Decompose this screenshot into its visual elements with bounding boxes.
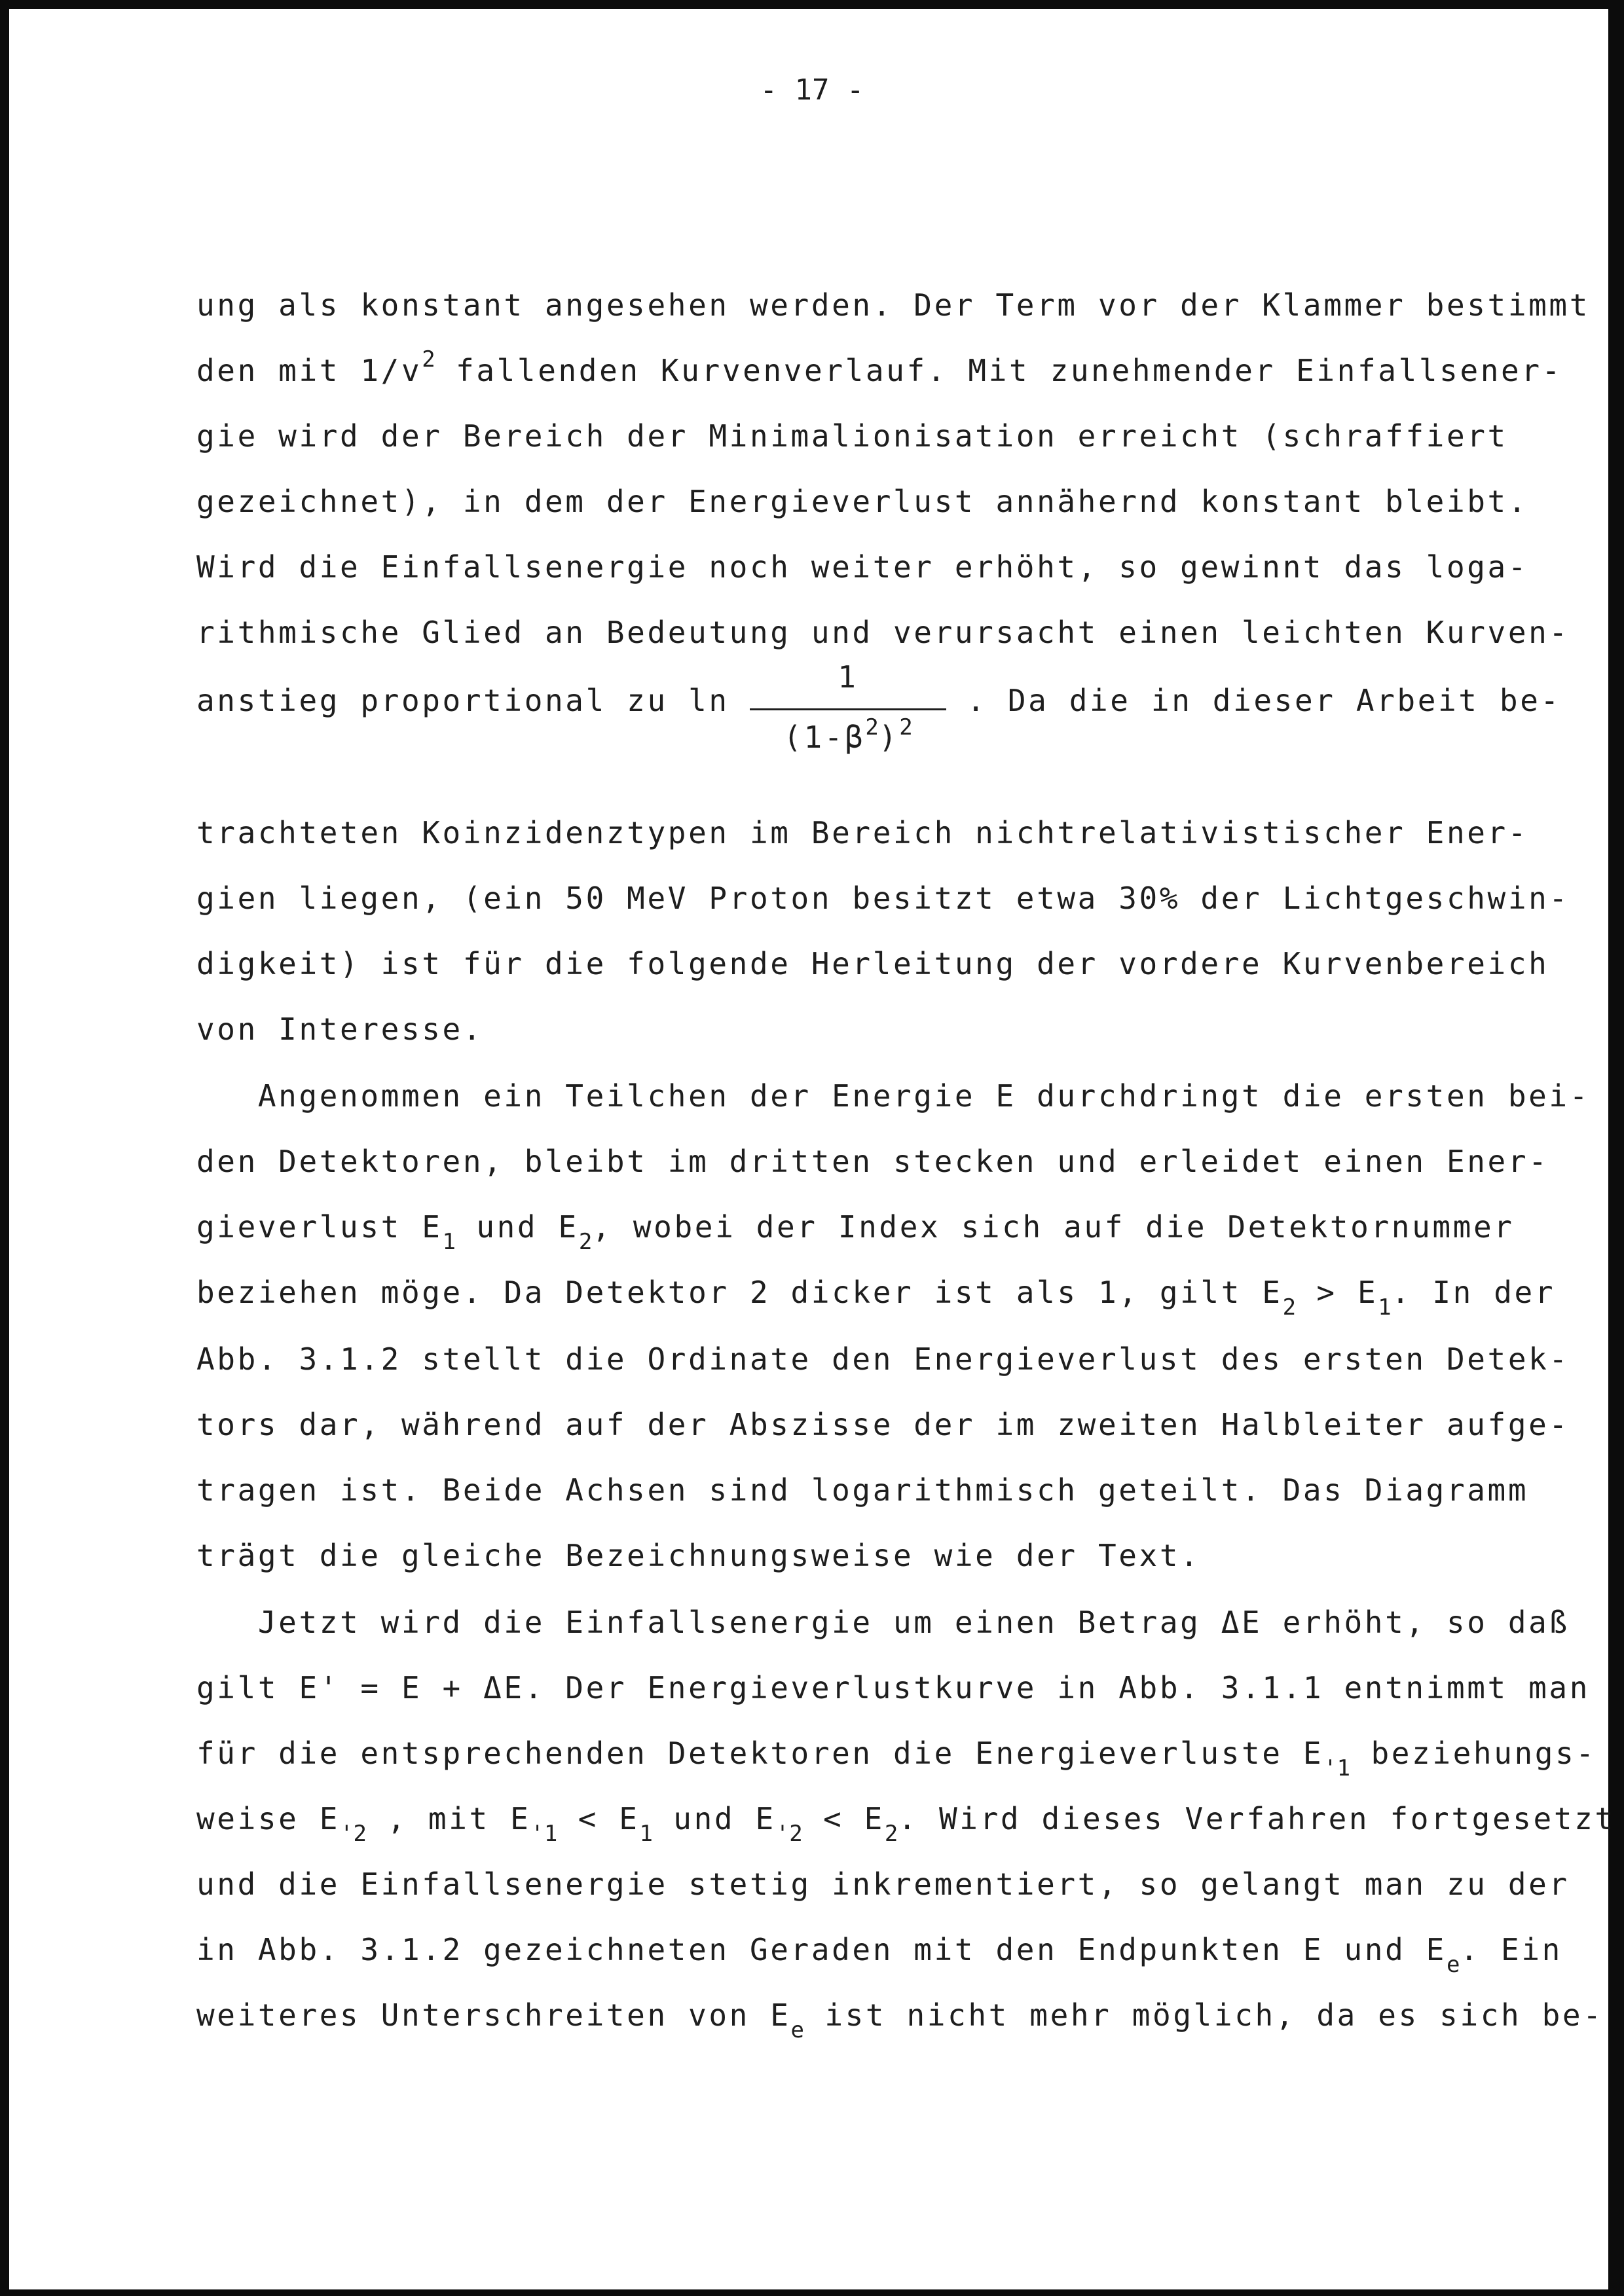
text-line: gie wird der Bereich der Minimalionisation erreicht (schraffiert xyxy=(196,418,1508,454)
scan-border-bottom xyxy=(0,2289,1624,2296)
text-line: Abb. 3.1.2 stellt die Ordinate den Energieverlust des ersten Detek- xyxy=(196,1341,1570,1377)
fraction-numerator: 1 xyxy=(838,659,858,695)
subscript: e xyxy=(790,2017,805,2043)
subscript: 1 xyxy=(442,1229,456,1255)
text-line: trachteten Koinzidenztypen im Bereich nichtrelativistischer Ener- xyxy=(196,815,1529,850)
subscript: '1 xyxy=(1323,1755,1351,1781)
subscript: 1 xyxy=(639,1821,653,1847)
text-line: tragen ist. Beide Achsen sind logarithmisch geteilt. Das Diagramm xyxy=(196,1472,1529,1508)
text-line: weiteres Unterschreiten von $E_e$ ist nicht mehr möglich, da es sich be- xyxy=(196,1997,1604,2043)
text-line: digkeit) ist für die folgende Herleitung der vordere Kurvenbereich xyxy=(196,946,1549,981)
text-line: gieverlust $E_1$ und $E_2$, wobei der Index sich auf die Detektornummer xyxy=(196,1209,1515,1255)
text-line: in Abb. 3.1.2 gezeichneten Geraden mit den Endpunkten E und $E_e$. Ein xyxy=(196,1932,1562,1978)
subscript: 1 xyxy=(1378,1294,1392,1321)
page-number: - 17 - xyxy=(760,73,864,107)
scan-border-right xyxy=(1608,0,1624,2296)
subscript: '1 xyxy=(530,1821,558,1847)
text-line: Jetzt wird die Einfallsenergie um einen Betrag ΔE erhöht, so daß xyxy=(196,1605,1570,1640)
scan-border-left xyxy=(0,0,9,2296)
text-line: den mit $1/v^2$ fallenden Kurvenverlauf. Mit zunehmender Einfallsener- xyxy=(196,346,1562,388)
scan-border-top xyxy=(0,0,1624,9)
fraction-bar xyxy=(750,708,946,710)
superscript: 2 xyxy=(422,346,435,373)
fraction-formula xyxy=(750,659,946,755)
subscript: 2 xyxy=(884,1821,898,1847)
text-line: beziehen möge. Da Detektor 2 dicker ist als 1, gilt $E_2 > E_1$. In der xyxy=(196,1275,1556,1321)
text-line: gezeichnet), in dem der Energieverlust annähernd konstant bleibt. xyxy=(196,484,1529,519)
text-line: anstieg proportional zu ln $\frac{1}{(1-\beta^2)^2}$ . Da die in dieser Arbeit be- xyxy=(196,680,1561,721)
text-line: und die Einfallsenergie stetig inkrementiert, so gelangt man zu der xyxy=(196,1867,1570,1902)
subscript: 2 xyxy=(578,1229,593,1255)
text-line: rithmische Glied an Bedeutung und verursacht einen leichten Kurven- xyxy=(196,615,1570,650)
text-line: gien liegen, (ein 50 MeV Proton besitzt etwa 30% der Lichtgeschwin- xyxy=(196,881,1570,916)
text-line: weise $E_{'2}$ , mit $E_{'1} < E_1$ und $E_{'2} < E_2$. Wird dieses Verfahren fortgesetzt xyxy=(196,1801,1615,1847)
subscript: '2 xyxy=(775,1821,803,1847)
text-line: von Interesse. xyxy=(196,1011,484,1047)
subscript: '2 xyxy=(340,1821,367,1847)
text-line: Wird die Einfallsenergie noch weiter erhöht, so gewinnt das loga- xyxy=(196,549,1529,585)
subscript: 2 xyxy=(1282,1294,1297,1321)
text-line: trägt die gleiche Bezeichnungsweise wie der Text. xyxy=(196,1538,1201,1573)
text-line: gilt E' = E + ΔE. Der Energieverlustkurve in Abb. 3.1.1 entnimmt man xyxy=(196,1670,1591,1705)
text-line: für die entsprechenden Detektoren die Energieverluste $E_{'1}$ beziehungs- xyxy=(196,1736,1596,1781)
text-line: tors dar, während auf der Abszisse der im zweiten Halbleiter aufge- xyxy=(196,1407,1570,1442)
subscript: e xyxy=(1446,1952,1460,1978)
text-line: ung als konstant angesehen werden. Der Term vor der Klammer bestimmt xyxy=(196,287,1591,323)
text-line: den Detektoren, bleibt im dritten stecken und erleidet einen Ener- xyxy=(196,1144,1549,1179)
fraction-denominator: $(1-\beta^2)^2$ xyxy=(783,714,913,755)
text-line: Angenommen ein Teilchen der Energie E durchdringt die ersten bei- xyxy=(196,1078,1591,1114)
